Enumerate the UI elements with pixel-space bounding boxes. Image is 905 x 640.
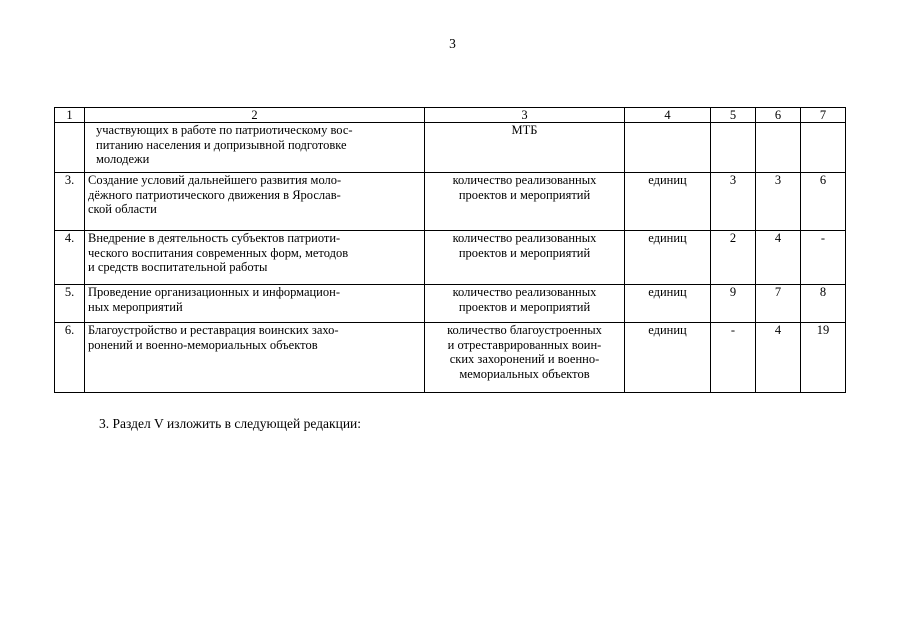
row-number: 6. [55,323,85,393]
header-cell-7: 7 [801,108,846,123]
table-row-continuation [55,123,846,173]
row-unit [625,123,711,173]
row-value-6: 7 [756,285,801,323]
row-value-6 [756,123,801,173]
row-task-text: Проведение организационных и информацион- ных мероприятий [85,285,425,323]
row-indicator: количество реализованных проектов и мероприятий [425,231,625,285]
row-value-7 [801,123,846,173]
row-unit: единиц [625,173,711,231]
table-header-row [55,108,846,123]
row-indicator: количество реализованных проектов и мероприятий [425,285,625,323]
table-row-6 [55,323,846,393]
row-value-7: - [801,231,846,285]
row-number: 5. [55,285,85,323]
table-row-5 [55,285,846,323]
row-value-6: 3 [756,173,801,231]
row-value-6: 4 [756,231,801,285]
row-value-5: 2 [711,231,756,285]
table-row-3 [55,173,846,231]
row-indicator: количество благоустроенных и отреставрированных воин- ских захоронений и военно- мемориальных объектов [425,323,625,393]
header-cell-6: 6 [756,108,801,123]
row-task-text: Создание условий дальнейшего развития моло- дёжного патриотического движения в Ярослав- ской области [85,173,425,231]
row-value-5: 9 [711,285,756,323]
row-task-text-content: участвующих в работе по патриотическому вос- питанию населения и допризывной подготовке молодежи [96,123,353,166]
row-value-7: 19 [801,323,846,393]
row-number: 4. [55,231,85,285]
header-cell-5: 5 [711,108,756,123]
row-task-text: Благоустройство и реставрация воинских захо- ронений и военно-мемориальных объектов [85,323,425,393]
section-paragraph: 3. Раздел V изложить в следующей редакции: [99,416,362,431]
row-task-text [85,123,425,173]
row-indicator: МТБ [425,123,625,173]
row-value-7: 8 [801,285,846,323]
row-value-5: - [711,323,756,393]
page-number: 3 [449,36,456,51]
header-cell-2: 2 [85,108,425,123]
table-row-4 [55,231,846,285]
row-value-5 [711,123,756,173]
row-unit: единиц [625,323,711,393]
row-number [55,123,85,173]
row-unit: единиц [625,285,711,323]
row-unit: единиц [625,231,711,285]
row-value-6: 4 [756,323,801,393]
row-indicator: количество реализованных проектов и мероприятий [425,173,625,231]
row-task-text: Внедрение в деятельность субъектов патриоти- ческого воспитания современных форм, методов и средств воспитательной работы [85,231,425,285]
row-number: 3. [55,173,85,231]
header-cell-4: 4 [625,108,711,123]
row-value-7: 6 [801,173,846,231]
row-value-5: 3 [711,173,756,231]
indicators-table [54,107,846,393]
header-cell-1: 1 [55,108,85,123]
header-cell-3: 3 [425,108,625,123]
